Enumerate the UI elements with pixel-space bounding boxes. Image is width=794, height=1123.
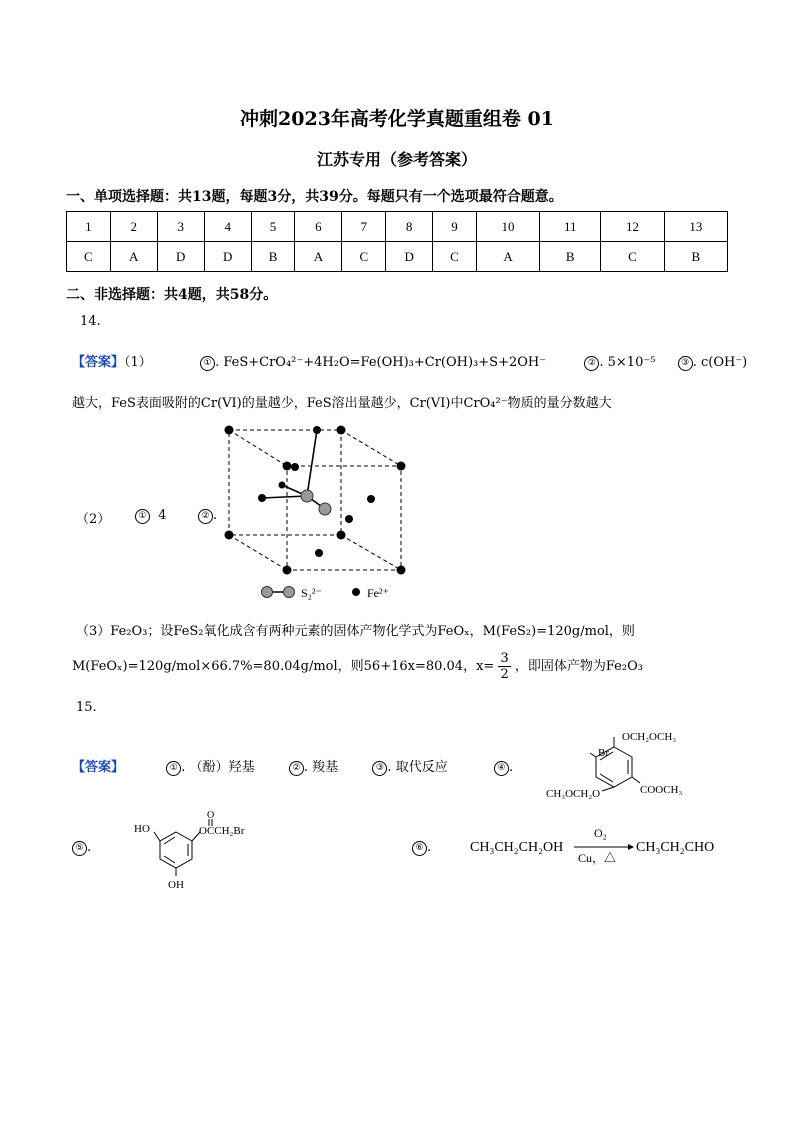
answer-cell: C [433,242,477,272]
reaction-product: CH₃CH₂CHO [636,840,715,855]
circled-number-3-icon: ③ [372,761,387,776]
part-label: （1） [124,355,152,370]
answer-cell: D [386,242,433,272]
bond-line [602,787,614,791]
functional-group-2: 羧基 [312,760,339,775]
answer-cell: D [157,242,204,272]
question-number-cell: 3 [157,212,204,242]
answer-tag: 【答案】 [72,355,125,370]
answer-cell: B [251,242,295,272]
answer-cell: B [664,242,727,272]
circled-number-1-icon: ① [200,356,215,371]
answer-cell: C [67,242,111,272]
answer-cell: A [476,242,539,272]
fe-ion [397,462,406,471]
question-number-cell: 9 [433,212,477,242]
struct5-ester-label: OCCH₂Br [199,825,245,837]
question-number-cell: 10 [476,212,539,242]
fe-ion [225,426,234,435]
question-number-cell: 13 [664,212,727,242]
reaction-type: 取代反应 [395,760,448,775]
fe-ion [283,566,292,575]
fe-ion [291,463,299,471]
question-number-cell: 8 [386,212,433,242]
question-number-cell: 5 [251,212,295,242]
legend-fe-label: Fe²⁺ [367,586,389,600]
page-subtitle: 江苏专用（参考答案） [316,150,477,169]
answer-cell: C [342,242,386,272]
equation-text: FeS+CrO₄²⁻+4H₂O=Fe(OH)₃+Cr(OH)₃+S+2OH⁻ [223,355,547,370]
circled-number-1-icon: ① [166,761,181,776]
cell-edge [341,430,401,466]
functional-group-1: （酚）羟基 [189,760,255,775]
fe-ion [315,549,323,557]
circled-number-2-icon: ② [289,761,304,776]
answer-table [66,211,728,272]
answer-cell: C [601,242,664,272]
q15-item6-label: ⑥ . [412,840,431,856]
q14-line2: 越大，FeS表面吸附的Cr(VI)的量越少，FeS溶出量越少，Cr(VI)中CrO₄²⁻物质的量分数越大 [72,396,612,411]
struct4-right-label: COOCH₃ [640,784,683,796]
fe-ion [337,531,346,540]
s2-atom [301,490,313,502]
question-number-cell: 6 [295,212,342,242]
fe-ion [225,531,234,540]
bond-line [262,496,307,498]
fe-ion [283,462,292,471]
cell-edge [229,535,287,570]
circled-number-3-icon: ③ [678,356,693,371]
ksp-value: 5×10⁻⁵ [607,355,656,370]
fe-ion [337,426,346,435]
circled-number-1-icon: ① [135,509,150,524]
struct4-left-label: CH₃OCH₂O [546,788,601,800]
answer-cell: A [110,242,157,272]
fraction-numerator: 3 [500,651,509,666]
hydroxide-concentration: c(OH⁻) [700,355,748,370]
reaction-reactant: CH₃CH₂CH₂OH [470,840,564,855]
question-number-cell: 11 [540,212,601,242]
section2-heading: 二、非选择题：共4题，共58分。 [66,287,278,303]
legend-s2-atom [262,587,273,598]
q14-part2-label: （2） [76,512,111,527]
fe-ion [397,566,406,575]
circled-number-2-icon: ② [584,356,599,371]
crystal-cell-diagram [215,418,430,606]
bond-line [590,753,596,757]
struct5-ho-label: HO [134,823,150,835]
q15-item5-label: ⑤ . [72,840,91,856]
struct4-top-label: OCH₂OCH₃ [622,731,677,743]
q15-line1: 【答案】 ① . （酚）羟基 ② . 羧基 ③ . 取代反应 ④ . [72,760,514,775]
cell-edge [341,535,401,570]
coordination-number: 4 [158,508,167,523]
question-number-cell: 1 [67,212,111,242]
answer-cell: A [295,242,342,272]
reaction-reagent-top: O₂ [594,826,607,840]
question-number-cell: 12 [601,212,664,242]
circled-number-6-icon: ⑥ [412,841,427,856]
fe-ion [367,495,375,503]
answer-cell: B [540,242,601,272]
question-number: 14. [80,314,101,329]
conclusion-text: ，即固体产物为Fe₂O₃ [514,659,643,674]
q14-line1: 【答案】（1） ① . FeS+CrO₄²⁻+4H₂O=Fe(OH)₃+Cr(OH)₃+S+2OH⁻ ② . 5×10⁻⁵ ③ . c(OH⁻) [72,355,748,370]
reaction-6 [470,826,730,866]
q14-part3-line2 [72,651,643,682]
q14-part2-item2: ② . [198,508,217,524]
struct5-carbonyl-o: O [207,810,215,821]
q14-part2-item1 [135,508,167,524]
page-title: 冲刺2023年高考化学真题重组卷 01 [240,108,554,130]
benzene-ring [160,832,192,868]
section1-heading: 一、单项选择题：共13题，每题3分，共39分。每题只有一个选项最符合题意。 [66,189,563,205]
q14-part3-line1: （3）Fe₂O₃；设FeS₂氧化成含有两种元素的固体产物化学式为FeOₓ，M(FeS₂)=120g/mol，则 [76,624,635,639]
structure-5-diagram [128,808,258,892]
bond-line [307,430,317,496]
fraction-denominator: 2 [500,667,509,682]
legend-fe-dot [352,588,360,596]
question-number-cell: 2 [110,212,157,242]
cell-edge [229,430,287,466]
molar-mass-calc: M(FeOₓ)=120g/mol×66.7%=80.04g/mol，则56+16x=80.04，x= [72,659,495,674]
legend-s2-label: S₂²⁻ [301,586,322,600]
question-number: 15. [76,700,97,715]
fe-ion [345,515,353,523]
legend-s2-atom [284,587,295,598]
cell-front-face [287,466,401,570]
answer-cell: D [204,242,251,272]
circled-number-4-icon: ④ [494,761,509,776]
answer-table-number-row [67,212,728,242]
struct5-oh-label: OH [168,879,184,891]
s2-atom [319,503,331,515]
cell-back-face [229,430,341,535]
fraction [498,651,510,682]
circled-number-5-icon: ⑤ [72,841,87,856]
bond-line [632,777,640,783]
struct4-br-label: Br [598,747,609,759]
circled-number-2-icon: ② [198,509,213,524]
answer-table-answer-row [67,242,728,272]
question-number-cell: 7 [342,212,386,242]
reaction-reagent-bottom: Cu，△ [578,851,617,865]
structure-4-diagram [540,725,730,805]
question-number-cell: 4 [204,212,251,242]
bond-line [154,832,160,841]
answer-tag: 【答案】 [72,760,125,775]
